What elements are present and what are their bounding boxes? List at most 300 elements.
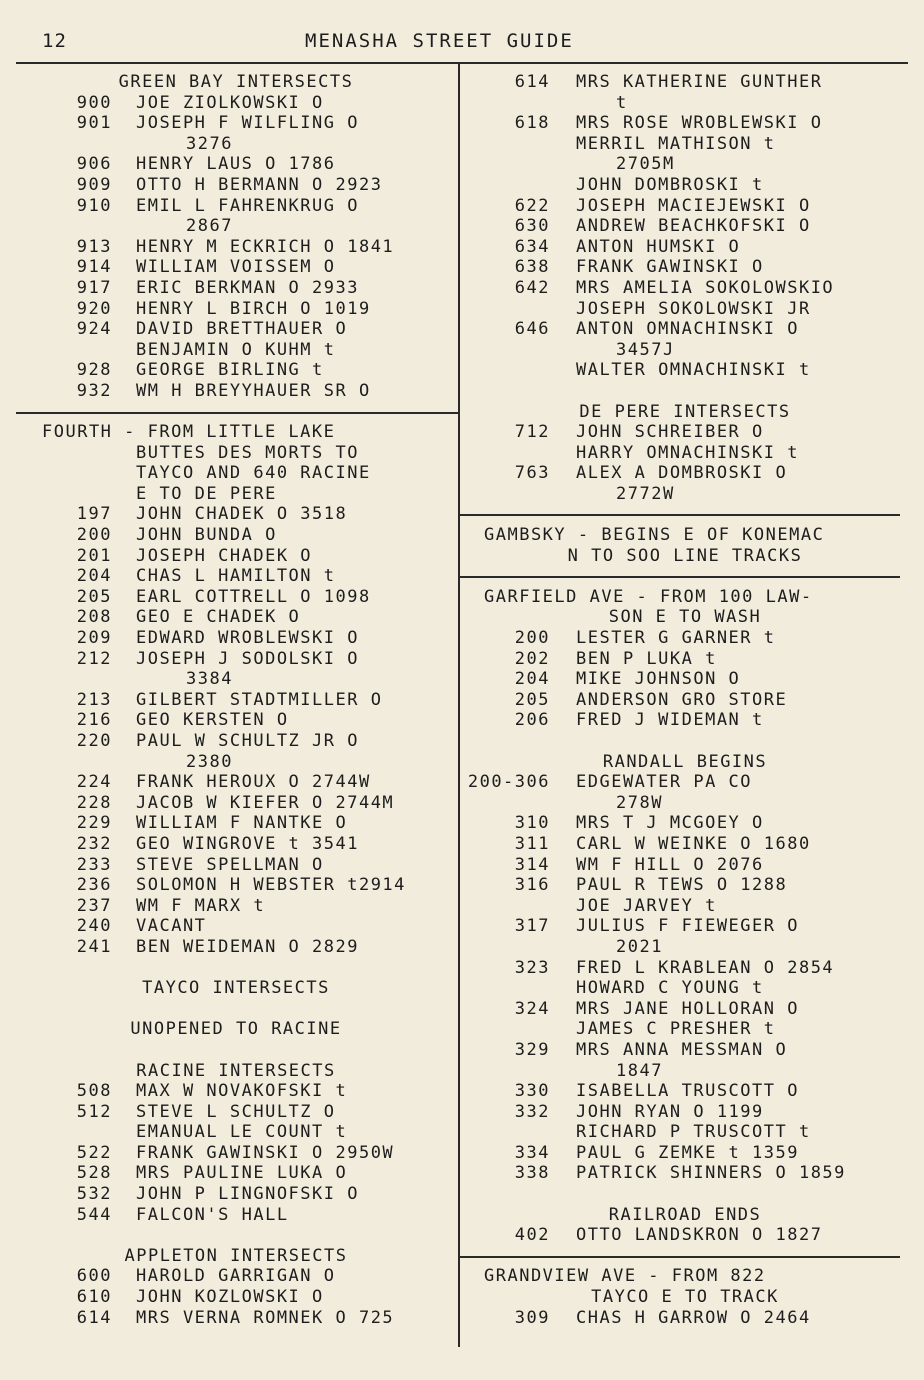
house-number: 200 xyxy=(76,525,112,546)
directory-entry xyxy=(462,175,908,196)
house-number: 209 xyxy=(76,628,112,649)
directory-entry xyxy=(16,607,456,628)
resident-name: MAX W NOVAKOFSKI t xyxy=(136,1081,348,1102)
resident-name: TAYCO AND 640 RACINE xyxy=(136,463,371,484)
resident-name: MRS ANNA MESSMAN O xyxy=(576,1039,788,1060)
resident-name: OTTO H BERMANN O 2923 xyxy=(136,174,383,195)
intersection-note xyxy=(462,402,908,423)
house-number: 913 xyxy=(76,236,112,257)
house-number: 204 xyxy=(76,566,112,587)
directory-entry xyxy=(16,875,456,896)
continuation-line xyxy=(16,134,456,155)
resident-name: CHAS H GARROW O 2464 xyxy=(576,1307,811,1328)
directory-entry xyxy=(462,1040,908,1061)
house-number: 512 xyxy=(76,1101,112,1122)
resident-name: HENRY L BIRCH O 1019 xyxy=(136,298,371,319)
column-divider xyxy=(458,62,460,1347)
directory-entry xyxy=(462,443,908,464)
house-number: 310 xyxy=(514,813,550,834)
intersection-note xyxy=(16,1061,456,1082)
directory-entry xyxy=(462,628,908,649)
directory-entry xyxy=(16,443,456,464)
house-number: 600 xyxy=(76,1266,112,1287)
resident-name: JULIUS F FIEWEGER O xyxy=(576,916,799,937)
resident-name: JOHN KOZLOWSKI O xyxy=(136,1287,324,1308)
directory-entry xyxy=(462,257,908,278)
house-number: 646 xyxy=(514,319,550,340)
house-number: 630 xyxy=(514,216,550,237)
intersection-note xyxy=(462,607,908,628)
intersection-note xyxy=(462,1287,908,1308)
page-number: 12 xyxy=(42,30,67,52)
resident-name: JACOB W KIEFER O 2744M xyxy=(136,792,395,813)
intersection-text: SON E TO WASH xyxy=(608,607,762,628)
resident-name: BENJAMIN O KUHM t xyxy=(136,339,336,360)
resident-name: WILLIAM F NANTKE O xyxy=(136,813,348,834)
directory-entry xyxy=(16,1102,456,1123)
house-number: 232 xyxy=(76,833,112,854)
intersection-note xyxy=(16,72,456,93)
blank-line xyxy=(16,999,456,1020)
house-number: 544 xyxy=(76,1204,112,1225)
house-number: 402 xyxy=(514,1225,550,1246)
resident-name: MRS KATHERINE GUNTHER xyxy=(576,72,823,92)
directory-entry xyxy=(16,463,456,484)
house-number: 528 xyxy=(76,1163,112,1184)
house-number: 317 xyxy=(514,916,550,937)
continuation-text: 3457J xyxy=(616,339,675,360)
directory-entry xyxy=(16,731,456,752)
house-number: 228 xyxy=(76,792,112,813)
house-number: 763 xyxy=(514,463,550,484)
continuation-text: 3384 xyxy=(186,669,233,690)
house-number: 900 xyxy=(76,92,112,113)
resident-name: MRS JANE HOLLORAN O xyxy=(576,998,799,1019)
resident-name: SOLOMON H WEBSTER t2914 xyxy=(136,875,406,896)
continuation-line xyxy=(462,1061,908,1082)
continuation-text: 278W xyxy=(616,792,663,813)
resident-name: FRANK GAWINSKI O xyxy=(576,257,764,278)
section-rule xyxy=(462,504,908,525)
street-heading-text: GRANDVIEW AVE - FROM 822 xyxy=(484,1266,766,1287)
blank-line xyxy=(462,1184,908,1205)
house-number: 928 xyxy=(76,360,112,381)
directory-entry xyxy=(16,710,456,731)
continuation-line xyxy=(462,93,908,114)
house-number: 314 xyxy=(514,854,550,875)
house-number: 240 xyxy=(76,916,112,937)
resident-name: WM H BREYYHAUER SR O xyxy=(136,380,371,401)
resident-name: JOE JARVEY t xyxy=(576,895,717,916)
directory-entry xyxy=(462,319,908,340)
house-number: 906 xyxy=(76,154,112,175)
resident-name: GEO WINGROVE t 3541 xyxy=(136,833,359,854)
resident-name: MERRIL MATHISON t xyxy=(576,133,776,154)
resident-name: JOSEPH J SODOLSKI O xyxy=(136,648,359,669)
directory-entry xyxy=(462,278,908,299)
resident-name: WALTER OMNACHINSKI t xyxy=(576,360,811,381)
blank-line xyxy=(462,381,908,402)
street-heading xyxy=(462,587,908,608)
intersection-text: GREEN BAY INTERSECTS xyxy=(118,72,354,92)
intersection-note xyxy=(16,1019,456,1040)
directory-entry xyxy=(462,1143,908,1164)
house-number: 200-306 xyxy=(467,772,550,793)
resident-name: EDGEWATER PA CO xyxy=(576,772,753,793)
resident-name: FRED J WIDEMAN t xyxy=(576,710,764,731)
directory-entry xyxy=(16,525,456,546)
directory-entry xyxy=(462,690,908,711)
directory-entry xyxy=(16,93,456,114)
house-number: 241 xyxy=(76,936,112,957)
directory-entry xyxy=(16,237,456,258)
resident-name: ANDREW BEACHKOFSKI O xyxy=(576,216,811,237)
directory-entry xyxy=(16,1122,456,1143)
directory-entry xyxy=(462,134,908,155)
continuation-text: 2705M xyxy=(616,154,675,175)
house-number: 332 xyxy=(514,1101,550,1122)
resident-name: WILLIAM VOISSEM O xyxy=(136,257,336,278)
resident-name: JOHN CHADEK O 3518 xyxy=(136,504,348,525)
resident-name: ANTON OMNACHINSKI O xyxy=(576,319,799,340)
directory-entry xyxy=(462,1081,908,1102)
directory-entry xyxy=(462,113,908,134)
resident-name: ERIC BERKMAN O 2933 xyxy=(136,277,359,298)
directory-entry xyxy=(16,813,456,834)
resident-name: GEO E CHADEK O xyxy=(136,607,301,628)
resident-name: EARL COTTRELL O 1098 xyxy=(136,586,371,607)
resident-name: EMIL L FAHRENKRUG O xyxy=(136,195,359,216)
directory-entry xyxy=(16,1081,456,1102)
directory-entry xyxy=(462,360,908,381)
resident-name: BUTTES DES MORTS TO xyxy=(136,442,359,463)
right-column xyxy=(462,72,908,1328)
directory-entry xyxy=(462,978,908,999)
resident-name: PATRICK SHINNERS O 1859 xyxy=(576,1163,846,1184)
house-number: 208 xyxy=(76,607,112,628)
directory-entry xyxy=(462,1225,908,1246)
continuation-line xyxy=(462,793,908,814)
house-number: 200 xyxy=(514,628,550,649)
resident-name: HENRY M ECKRICH O 1841 xyxy=(136,236,395,257)
continuation-line xyxy=(462,340,908,361)
directory-entry xyxy=(16,504,456,525)
house-number: 522 xyxy=(76,1142,112,1163)
resident-name: FALCON'S HALL xyxy=(136,1204,289,1225)
intersection-text: RANDALL BEGINS xyxy=(602,751,768,772)
house-number: 324 xyxy=(514,998,550,1019)
directory-entry xyxy=(16,257,456,278)
page-title: MENASHA STREET GUIDE xyxy=(305,30,574,52)
directory-entry xyxy=(462,999,908,1020)
resident-name: JOHN BUNDA O xyxy=(136,525,277,546)
directory-entry xyxy=(462,710,908,731)
resident-name: CHAS L HAMILTON t xyxy=(136,566,336,587)
directory-entry xyxy=(16,1205,456,1226)
directory-entry xyxy=(16,772,456,793)
resident-name: PAUL R TEWS O 1288 xyxy=(576,875,788,896)
continuation-text: 3276 xyxy=(186,133,233,154)
resident-name: GEORGE BIRLING t xyxy=(136,360,324,381)
street-heading xyxy=(16,422,456,443)
house-number: 213 xyxy=(76,689,112,710)
resident-name: PAUL G ZEMKE t 1359 xyxy=(576,1142,799,1163)
horizontal-rule xyxy=(460,1256,900,1258)
house-number: 614 xyxy=(76,1307,112,1328)
directory-entry xyxy=(462,669,908,690)
directory-entry xyxy=(462,1122,908,1143)
resident-name: ALEX A DOMBROSKI O xyxy=(576,463,788,484)
horizontal-rule xyxy=(460,514,900,516)
resident-name: JOHN DOMBROSKI t xyxy=(576,174,764,195)
continuation-line xyxy=(462,154,908,175)
resident-name: MRS VERNA ROMNEK O 725 xyxy=(136,1307,395,1328)
house-number: 201 xyxy=(76,545,112,566)
house-number: 309 xyxy=(514,1307,550,1328)
directory-entry xyxy=(462,463,908,484)
directory-entry xyxy=(462,1163,908,1184)
resident-name: STEVE L SCHULTZ O xyxy=(136,1101,336,1122)
directory-entry xyxy=(16,1184,456,1205)
section-rule xyxy=(462,566,908,587)
resident-name: DAVID BRETTHAUER O xyxy=(136,319,348,340)
directory-entry xyxy=(462,916,908,937)
section-rule xyxy=(16,402,456,423)
resident-name: ANTON HUMSKI O xyxy=(576,236,741,257)
directory-entry xyxy=(16,566,456,587)
house-number: 202 xyxy=(514,648,550,669)
intersection-note xyxy=(462,546,908,567)
resident-name: BEN WEIDEMAN O 2829 xyxy=(136,936,359,957)
house-number: 924 xyxy=(76,319,112,340)
continuation-line xyxy=(462,937,908,958)
intersection-note xyxy=(16,978,456,999)
directory-entry xyxy=(462,422,908,443)
resident-name: GEO KERSTEN O xyxy=(136,710,289,731)
directory-entry xyxy=(462,1102,908,1123)
resident-name: VACANT xyxy=(136,916,207,937)
resident-name: JOSEPH CHADEK O xyxy=(136,545,313,566)
directory-entry xyxy=(16,484,456,505)
directory-entry xyxy=(462,72,908,93)
directory-entry xyxy=(462,772,908,793)
house-number: 338 xyxy=(514,1163,550,1184)
resident-name: JOSEPH F WILFLING O xyxy=(136,113,359,134)
house-number: 622 xyxy=(514,195,550,216)
resident-name: LESTER G GARNER t xyxy=(576,628,776,649)
directory-entry xyxy=(462,813,908,834)
house-number: 642 xyxy=(514,277,550,298)
directory-entry xyxy=(16,381,456,402)
house-number: 909 xyxy=(76,174,112,195)
resident-name: JAMES C PRESHER t xyxy=(576,1019,776,1040)
house-number: 205 xyxy=(514,689,550,710)
directory-entry xyxy=(462,649,908,670)
house-number: 206 xyxy=(514,710,550,731)
resident-name: EMANUAL LE COUNT t xyxy=(136,1122,348,1143)
intersection-note xyxy=(16,1246,456,1267)
house-number: 323 xyxy=(514,957,550,978)
house-number: 508 xyxy=(76,1081,112,1102)
continuation-text: 2021 xyxy=(616,936,663,957)
resident-name: JOSEPH SOKOLOWSKI JR xyxy=(576,298,811,319)
resident-name: PAUL W SCHULTZ JR O xyxy=(136,731,359,751)
house-number: 910 xyxy=(76,195,112,216)
house-number: 311 xyxy=(514,833,550,854)
directory-entry xyxy=(16,628,456,649)
directory-entry xyxy=(16,1308,456,1329)
blank-line xyxy=(462,731,908,752)
directory-entry xyxy=(462,196,908,217)
continuation-line xyxy=(16,752,456,773)
section-rule xyxy=(462,1246,908,1267)
directory-entry xyxy=(16,278,456,299)
house-number: 224 xyxy=(76,772,112,793)
house-number: 197 xyxy=(76,504,112,525)
directory-entry xyxy=(16,587,456,608)
directory-entry xyxy=(16,1266,456,1287)
directory-entry xyxy=(462,1019,908,1040)
intersection-note xyxy=(462,752,908,773)
continuation-line xyxy=(462,484,908,505)
house-number: 712 xyxy=(514,422,550,443)
directory-entry xyxy=(16,1287,456,1308)
left-column xyxy=(16,72,456,1328)
blank-line xyxy=(16,1225,456,1246)
continuation-line xyxy=(16,669,456,690)
directory-entry xyxy=(16,196,456,217)
blank-line xyxy=(16,1040,456,1061)
house-number: 204 xyxy=(514,669,550,690)
directory-entry xyxy=(16,916,456,937)
house-number: 334 xyxy=(514,1142,550,1163)
directory-entry xyxy=(16,546,456,567)
street-heading-text: FOURTH - FROM LITTLE LAKE xyxy=(42,422,336,443)
house-number: 233 xyxy=(76,854,112,875)
resident-name: HOWARD C YOUNG t xyxy=(576,978,764,999)
intersection-text: UNOPENED TO RACINE xyxy=(130,1019,342,1040)
resident-name: CARL W WEINKE O 1680 xyxy=(576,833,811,854)
resident-name: MRS ROSE WROBLEWSKI O xyxy=(576,113,823,134)
house-number: 212 xyxy=(76,648,112,669)
directory-entry xyxy=(16,896,456,917)
resident-name: FRANK HEROUX O 2744W xyxy=(136,772,371,793)
resident-name: JOHN P LINGNOFSKI O xyxy=(136,1184,359,1205)
resident-name: JOHN RYAN O 1199 xyxy=(576,1101,764,1122)
resident-name: JOE ZIOLKOWSKI O xyxy=(136,92,324,113)
directory-entry xyxy=(16,937,456,958)
house-number: 236 xyxy=(76,875,112,896)
resident-name: FRED L KRABLEAN O 2854 xyxy=(576,957,835,978)
directory-entry xyxy=(16,319,456,340)
directory-entry xyxy=(16,299,456,320)
directory-entry xyxy=(16,113,456,134)
continuation-line xyxy=(16,216,456,237)
resident-name: ANDERSON GRO STORE xyxy=(576,689,788,710)
house-number: 205 xyxy=(76,586,112,607)
resident-name: ISABELLA TRUSCOTT O xyxy=(576,1081,799,1102)
intersection-text: N TO SOO LINE TRACKS xyxy=(567,545,803,566)
directory-entry xyxy=(462,299,908,320)
house-number: 229 xyxy=(76,813,112,834)
directory-entry xyxy=(462,237,908,258)
directory-entry xyxy=(16,154,456,175)
directory-entry xyxy=(16,855,456,876)
resident-name: JOHN SCHREIBER O xyxy=(576,422,764,443)
intersection-text: TAYCO E TO TRACK xyxy=(591,1287,779,1308)
directory-entry xyxy=(16,1143,456,1164)
resident-name: BEN P LUKA t xyxy=(576,648,717,669)
directory-entry xyxy=(462,896,908,917)
intersection-text: RACINE INTERSECTS xyxy=(136,1060,336,1081)
house-number: 618 xyxy=(514,113,550,134)
house-number: 330 xyxy=(514,1081,550,1102)
resident-name: EDWARD WROBLEWSKI O xyxy=(136,628,359,649)
resident-name: JOSEPH MACIEJEWSKI O xyxy=(576,195,811,216)
resident-name: GILBERT STADTMILLER O xyxy=(136,689,383,710)
resident-name: FRANK GAWINSKI O 2950W xyxy=(136,1142,395,1163)
house-number: 220 xyxy=(76,731,112,751)
intersection-note xyxy=(462,1205,908,1226)
intersection-text: RAILROAD ENDS xyxy=(608,1204,762,1225)
street-heading-text: GAMBSKY - BEGINS E OF KONEMAC xyxy=(484,525,825,546)
house-number: 932 xyxy=(76,380,112,401)
resident-name: OTTO LANDSKRON O 1827 xyxy=(576,1225,823,1246)
blank-line xyxy=(16,958,456,979)
directory-entry xyxy=(16,834,456,855)
resident-name: WM F HILL O 2076 xyxy=(576,854,764,875)
directory-entry xyxy=(462,834,908,855)
resident-name: MRS PAULINE LUKA O xyxy=(136,1163,348,1184)
directory-entry xyxy=(16,690,456,711)
directory-entry xyxy=(462,855,908,876)
street-heading-text: GARFIELD AVE - FROM 100 LAW- xyxy=(484,586,813,607)
house-number: 329 xyxy=(514,1039,550,1060)
house-number: 920 xyxy=(76,298,112,319)
house-number: 614 xyxy=(514,72,550,92)
resident-name: HAROLD GARRIGAN O xyxy=(136,1266,336,1287)
continuation-text: 1847 xyxy=(616,1060,663,1081)
resident-name: HARRY OMNACHINSKI t xyxy=(576,442,799,463)
house-number: 316 xyxy=(514,875,550,896)
house-number: 638 xyxy=(514,257,550,278)
resident-name: MRS AMELIA SOKOLOWSKIO xyxy=(576,277,835,298)
top-rule xyxy=(16,62,908,64)
directory-entry xyxy=(462,1308,908,1329)
directory-entry xyxy=(462,958,908,979)
intersection-text: APPLETON INTERSECTS xyxy=(124,1245,348,1266)
resident-name: MIKE JOHNSON O xyxy=(576,669,741,690)
resident-name: STEVE SPELLMAN O xyxy=(136,854,324,875)
continuation-text: 2380 xyxy=(186,751,233,772)
continuation-text: 2867 xyxy=(186,216,233,237)
directory-entry xyxy=(462,875,908,896)
intersection-text: TAYCO INTERSECTS xyxy=(142,978,330,999)
house-number: 917 xyxy=(76,277,112,298)
horizontal-rule xyxy=(460,576,900,578)
resident-name: RICHARD P TRUSCOTT t xyxy=(576,1122,811,1143)
house-number: 532 xyxy=(76,1184,112,1205)
horizontal-rule xyxy=(16,412,458,414)
street-heading xyxy=(462,1266,908,1287)
directory-entry xyxy=(16,1163,456,1184)
house-number: 610 xyxy=(76,1287,112,1308)
house-number: 901 xyxy=(76,113,112,134)
continuation-text: t xyxy=(616,92,628,113)
house-number: 237 xyxy=(76,895,112,916)
directory-entry xyxy=(462,216,908,237)
resident-name: HENRY LAUS O 1786 xyxy=(136,154,336,175)
